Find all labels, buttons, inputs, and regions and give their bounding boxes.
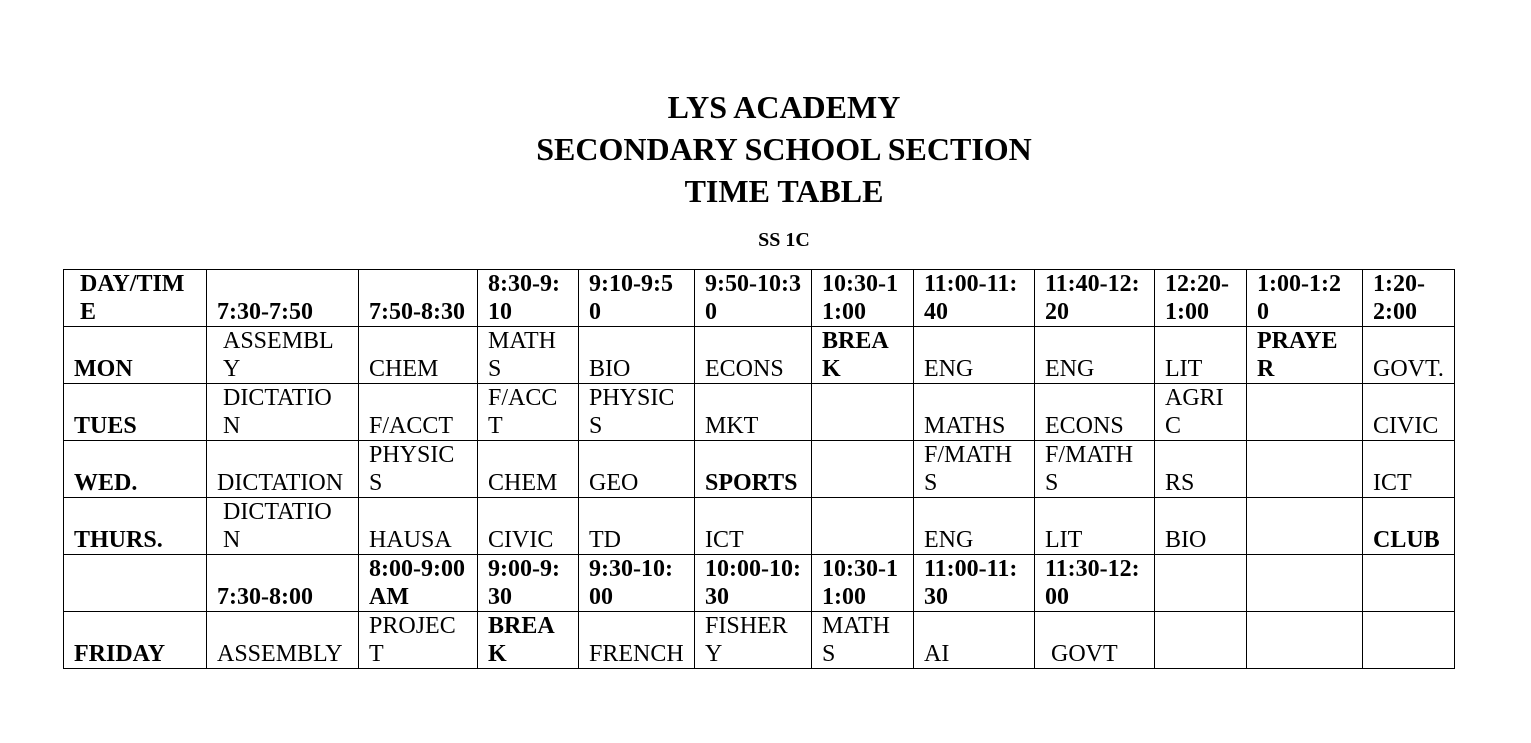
subject-cell: CIVIC <box>1363 384 1455 441</box>
day-label: THURS. <box>64 498 207 555</box>
subject-cell <box>1247 498 1363 555</box>
subject-cell <box>812 384 914 441</box>
time-slot-header: 8:00-9:00AM <box>359 555 478 612</box>
row-mon <box>64 327 1455 384</box>
subject-cell: TD <box>579 498 695 555</box>
time-slot-header: 11:40-12:20 <box>1035 270 1155 327</box>
time-slot-header: 8:30-9:10 <box>478 270 579 327</box>
sports-cell: SPORTS <box>695 441 812 498</box>
subject-cell: ECONS <box>1035 384 1155 441</box>
time-slot-header: 11:30-12:00 <box>1035 555 1155 612</box>
time-slot-header: 7:30-8:00 <box>207 555 359 612</box>
friday-time-row <box>64 555 1455 612</box>
time-slot-header <box>1363 555 1455 612</box>
break-cell: BREAK <box>812 327 914 384</box>
subject-cell: DICTATION <box>207 441 359 498</box>
time-slot-header: 9:50-10:30 <box>695 270 812 327</box>
row-wed <box>64 441 1455 498</box>
subject-cell <box>1247 612 1363 669</box>
subject-cell: MATHS <box>914 384 1035 441</box>
row-friday <box>64 612 1455 669</box>
subject-cell: MATHS <box>478 327 579 384</box>
subject-cell: BIO <box>579 327 695 384</box>
subject-cell: CHEM <box>478 441 579 498</box>
subject-cell: ICT <box>1363 441 1455 498</box>
subject-cell: DICTATION <box>207 498 359 555</box>
club-cell: CLUB <box>1363 498 1455 555</box>
subject-cell: BIO <box>1155 498 1247 555</box>
subject-cell: AI <box>914 612 1035 669</box>
row-thurs <box>64 498 1455 555</box>
subject-cell: FISHERY <box>695 612 812 669</box>
day-time-header: DAY/TIME <box>64 270 207 327</box>
subject-cell: ENG <box>1035 327 1155 384</box>
subject-cell: RS <box>1155 441 1247 498</box>
row-tues <box>64 384 1455 441</box>
class-label: SS 1C <box>758 229 810 251</box>
subject-cell: HAUSA <box>359 498 478 555</box>
section-title: SECONDARY SCHOOL SECTION <box>536 131 1032 167</box>
time-slot-header <box>64 555 207 612</box>
time-slot-header: 1:00-1:20 <box>1247 270 1363 327</box>
time-slot-header: 12:20-1:00 <box>1155 270 1247 327</box>
time-slot-header: 10:30-11:00 <box>812 555 914 612</box>
time-slot-header: 1:20-2:00 <box>1363 270 1455 327</box>
subject-cell: LIT <box>1155 327 1247 384</box>
subject-cell: MKT <box>695 384 812 441</box>
subject-cell <box>1247 384 1363 441</box>
header-row <box>64 270 1455 327</box>
time-slot-header <box>1155 555 1247 612</box>
subject-cell: ASSEMBLY <box>207 612 359 669</box>
timetable <box>63 269 1455 669</box>
break-cell: BREAK <box>478 612 579 669</box>
subject-cell: FRENCH <box>579 612 695 669</box>
subject-cell: DICTATION <box>207 384 359 441</box>
subject-cell: PHYSICS <box>359 441 478 498</box>
prayer-cell: PRAYER <box>1247 327 1363 384</box>
subject-cell <box>1247 441 1363 498</box>
subject-cell: F/MATHS <box>914 441 1035 498</box>
subject-cell: GOVT. <box>1363 327 1455 384</box>
subject-cell: F/MATHS <box>1035 441 1155 498</box>
time-slot-header: 10:00-10:30 <box>695 555 812 612</box>
day-label: TUES <box>64 384 207 441</box>
subject-cell: F/ACCT <box>359 384 478 441</box>
subject-cell <box>1363 612 1455 669</box>
day-label: WED. <box>64 441 207 498</box>
time-slot-header: 9:00-9:30 <box>478 555 579 612</box>
subject-cell: ASSEMBLY <box>207 327 359 384</box>
time-slot-header: 10:30-11:00 <box>812 270 914 327</box>
time-slot-header: 11:00-11:30 <box>914 555 1035 612</box>
subject-cell: ENG <box>914 498 1035 555</box>
day-label: MON <box>64 327 207 384</box>
subject-cell: ENG <box>914 327 1035 384</box>
time-slot-header: 9:30-10:00 <box>579 555 695 612</box>
time-slot-header: 7:50-8:30 <box>359 270 478 327</box>
subject-cell: ECONS <box>695 327 812 384</box>
subject-cell: F/ACCT <box>478 384 579 441</box>
time-slot-header <box>1247 555 1363 612</box>
subject-cell: LIT <box>1035 498 1155 555</box>
subject-cell: ICT <box>695 498 812 555</box>
subject-cell <box>812 498 914 555</box>
subject-cell: AGRIC <box>1155 384 1247 441</box>
timetable-title: TIME TABLE <box>684 173 884 209</box>
subject-cell: GOVT <box>1035 612 1155 669</box>
subject-cell: CIVIC <box>478 498 579 555</box>
subject-cell <box>812 441 914 498</box>
time-slot-header: 11:00-11:40 <box>914 270 1035 327</box>
subject-cell: GEO <box>579 441 695 498</box>
subject-cell: PHYSICS <box>579 384 695 441</box>
subject-cell: CHEM <box>359 327 478 384</box>
time-slot-header: 7:30-7:50 <box>207 270 359 327</box>
school-name: LYS ACADEMY <box>667 89 901 125</box>
day-label: FRIDAY <box>64 612 207 669</box>
time-slot-header: 9:10-9:50 <box>579 270 695 327</box>
subject-cell: PROJECT <box>359 612 478 669</box>
subject-cell <box>1155 612 1247 669</box>
subject-cell: MATHS <box>812 612 914 669</box>
